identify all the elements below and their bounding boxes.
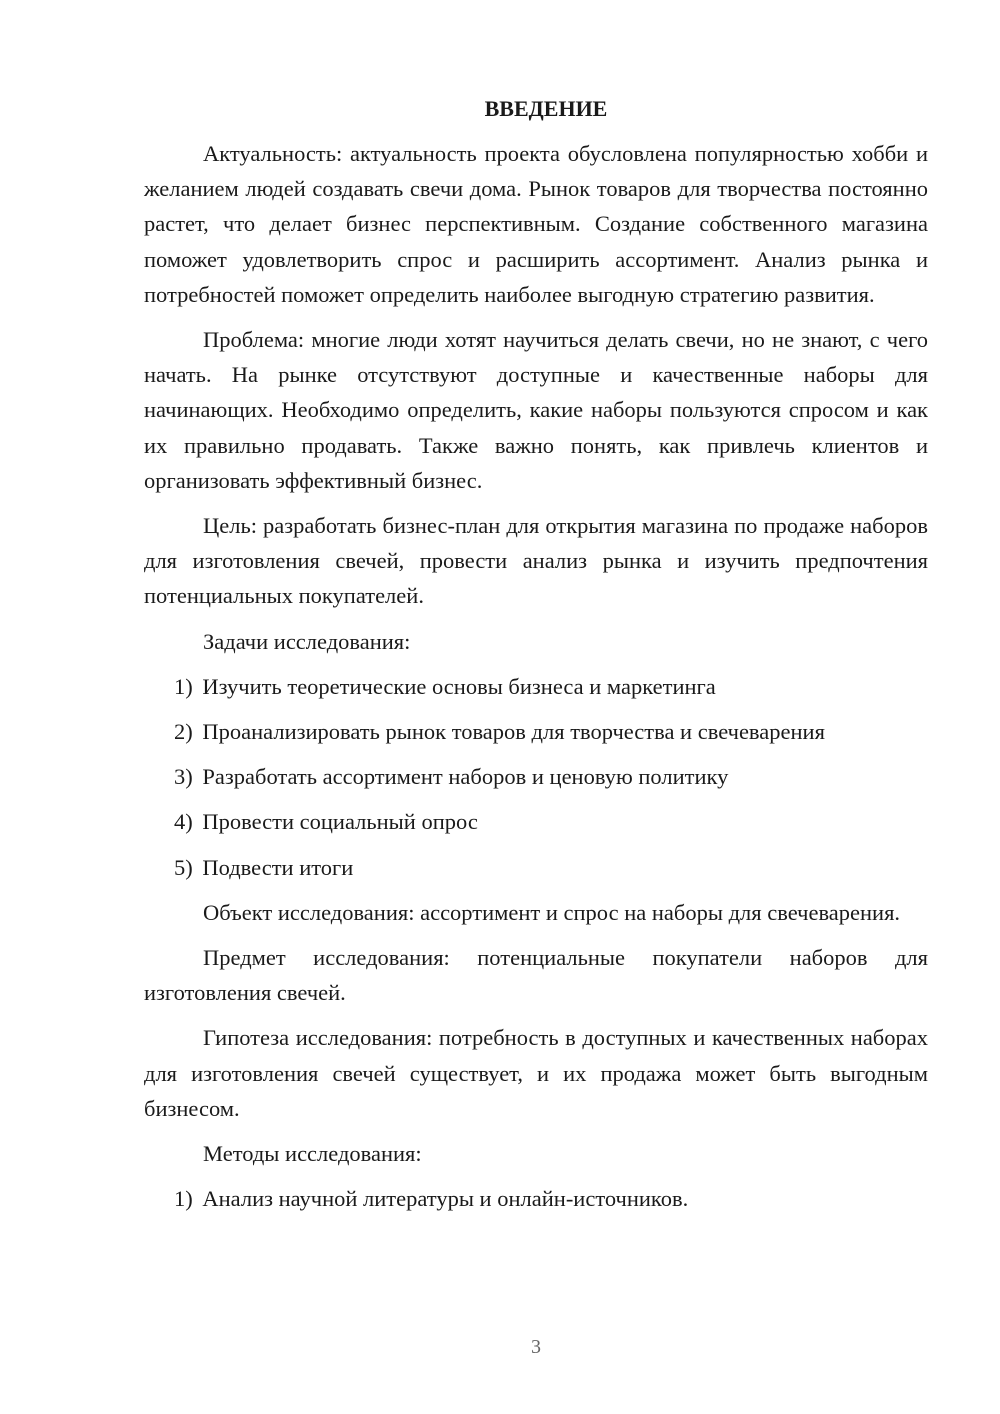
tasks-heading: Задачи исследования: <box>203 628 411 654</box>
task-number: 1) <box>174 673 193 699</box>
task-text: Разработать ассортимент наборов и ценовую политику <box>202 764 729 790</box>
task-text: Проанализировать рынок товаров для творчества и свечеварения <box>202 719 825 745</box>
task-text: Провести социальный опрос <box>202 809 478 835</box>
hypothesis-paragraph: Гипотеза исследования: потребность в доступных и качественных наборах для изготовления свечей существует, и их продажа может быть выгодным бизнесом. <box>144 1025 928 1121</box>
task-number: 5) <box>174 854 193 880</box>
page-number: 3 <box>531 1336 541 1358</box>
document-page <box>144 92 928 1226</box>
task-item-2 <box>144 714 928 749</box>
task-item-4 <box>144 804 928 839</box>
task-item-5 <box>144 850 928 885</box>
task-number: 3) <box>174 764 193 790</box>
method-item-1 <box>144 1181 928 1216</box>
task-item-3 <box>144 759 928 794</box>
method-number: 1) <box>174 1186 193 1212</box>
relevance-paragraph: Актуальность: актуальность проекта обусловлена популярностью хобби и желанием людей создавать свечи дома. Рынок товаров для творчества постоянно растет, что делает бизнес перспективным. Создание собственного магазина поможет удовлетворить спрос и расширить ассортимент. Анализ рынка и потребностей поможет определить наиболее выгодную стратегию развития. <box>144 141 928 307</box>
subject-paragraph: Предмет исследования: потенциальные покупатели наборов для изготовления свечей. <box>144 945 928 1006</box>
task-text: Изучить теоретические основы бизнеса и маркетинга <box>202 673 716 699</box>
object-paragraph: Объект исследования: ассортимент и спрос на наборы для свечеварения. <box>203 899 901 925</box>
task-number: 2) <box>174 719 193 745</box>
task-text: Подвести итоги <box>202 854 354 880</box>
problem-paragraph: Проблема: многие люди хотят научиться делать свечи, но не знают, с чего начать. На рынке отсутствуют доступные и качественные наборы для начинающих. Необходимо определить, какие наборы пользуются спросом и как их правильно продавать. Также важно понять, как привлечь клиентов и организовать эффективный бизнес. <box>144 327 928 493</box>
task-item-1 <box>144 669 928 704</box>
goal-paragraph: Цель: разработать бизнес-план для открытия магазина по продаже наборов для изготовления свечей, провести анализ рынка и изучить предпочтения потенциальных покупателей. <box>144 513 928 609</box>
section-title: ВВЕДЕНИЕ <box>484 96 608 121</box>
tasks-list <box>144 669 928 885</box>
methods-heading: Методы исследования: <box>203 1141 422 1167</box>
task-number: 4) <box>174 809 193 835</box>
method-text: Анализ научной литературы и онлайн-источников. <box>202 1186 689 1212</box>
methods-list <box>144 1181 928 1216</box>
